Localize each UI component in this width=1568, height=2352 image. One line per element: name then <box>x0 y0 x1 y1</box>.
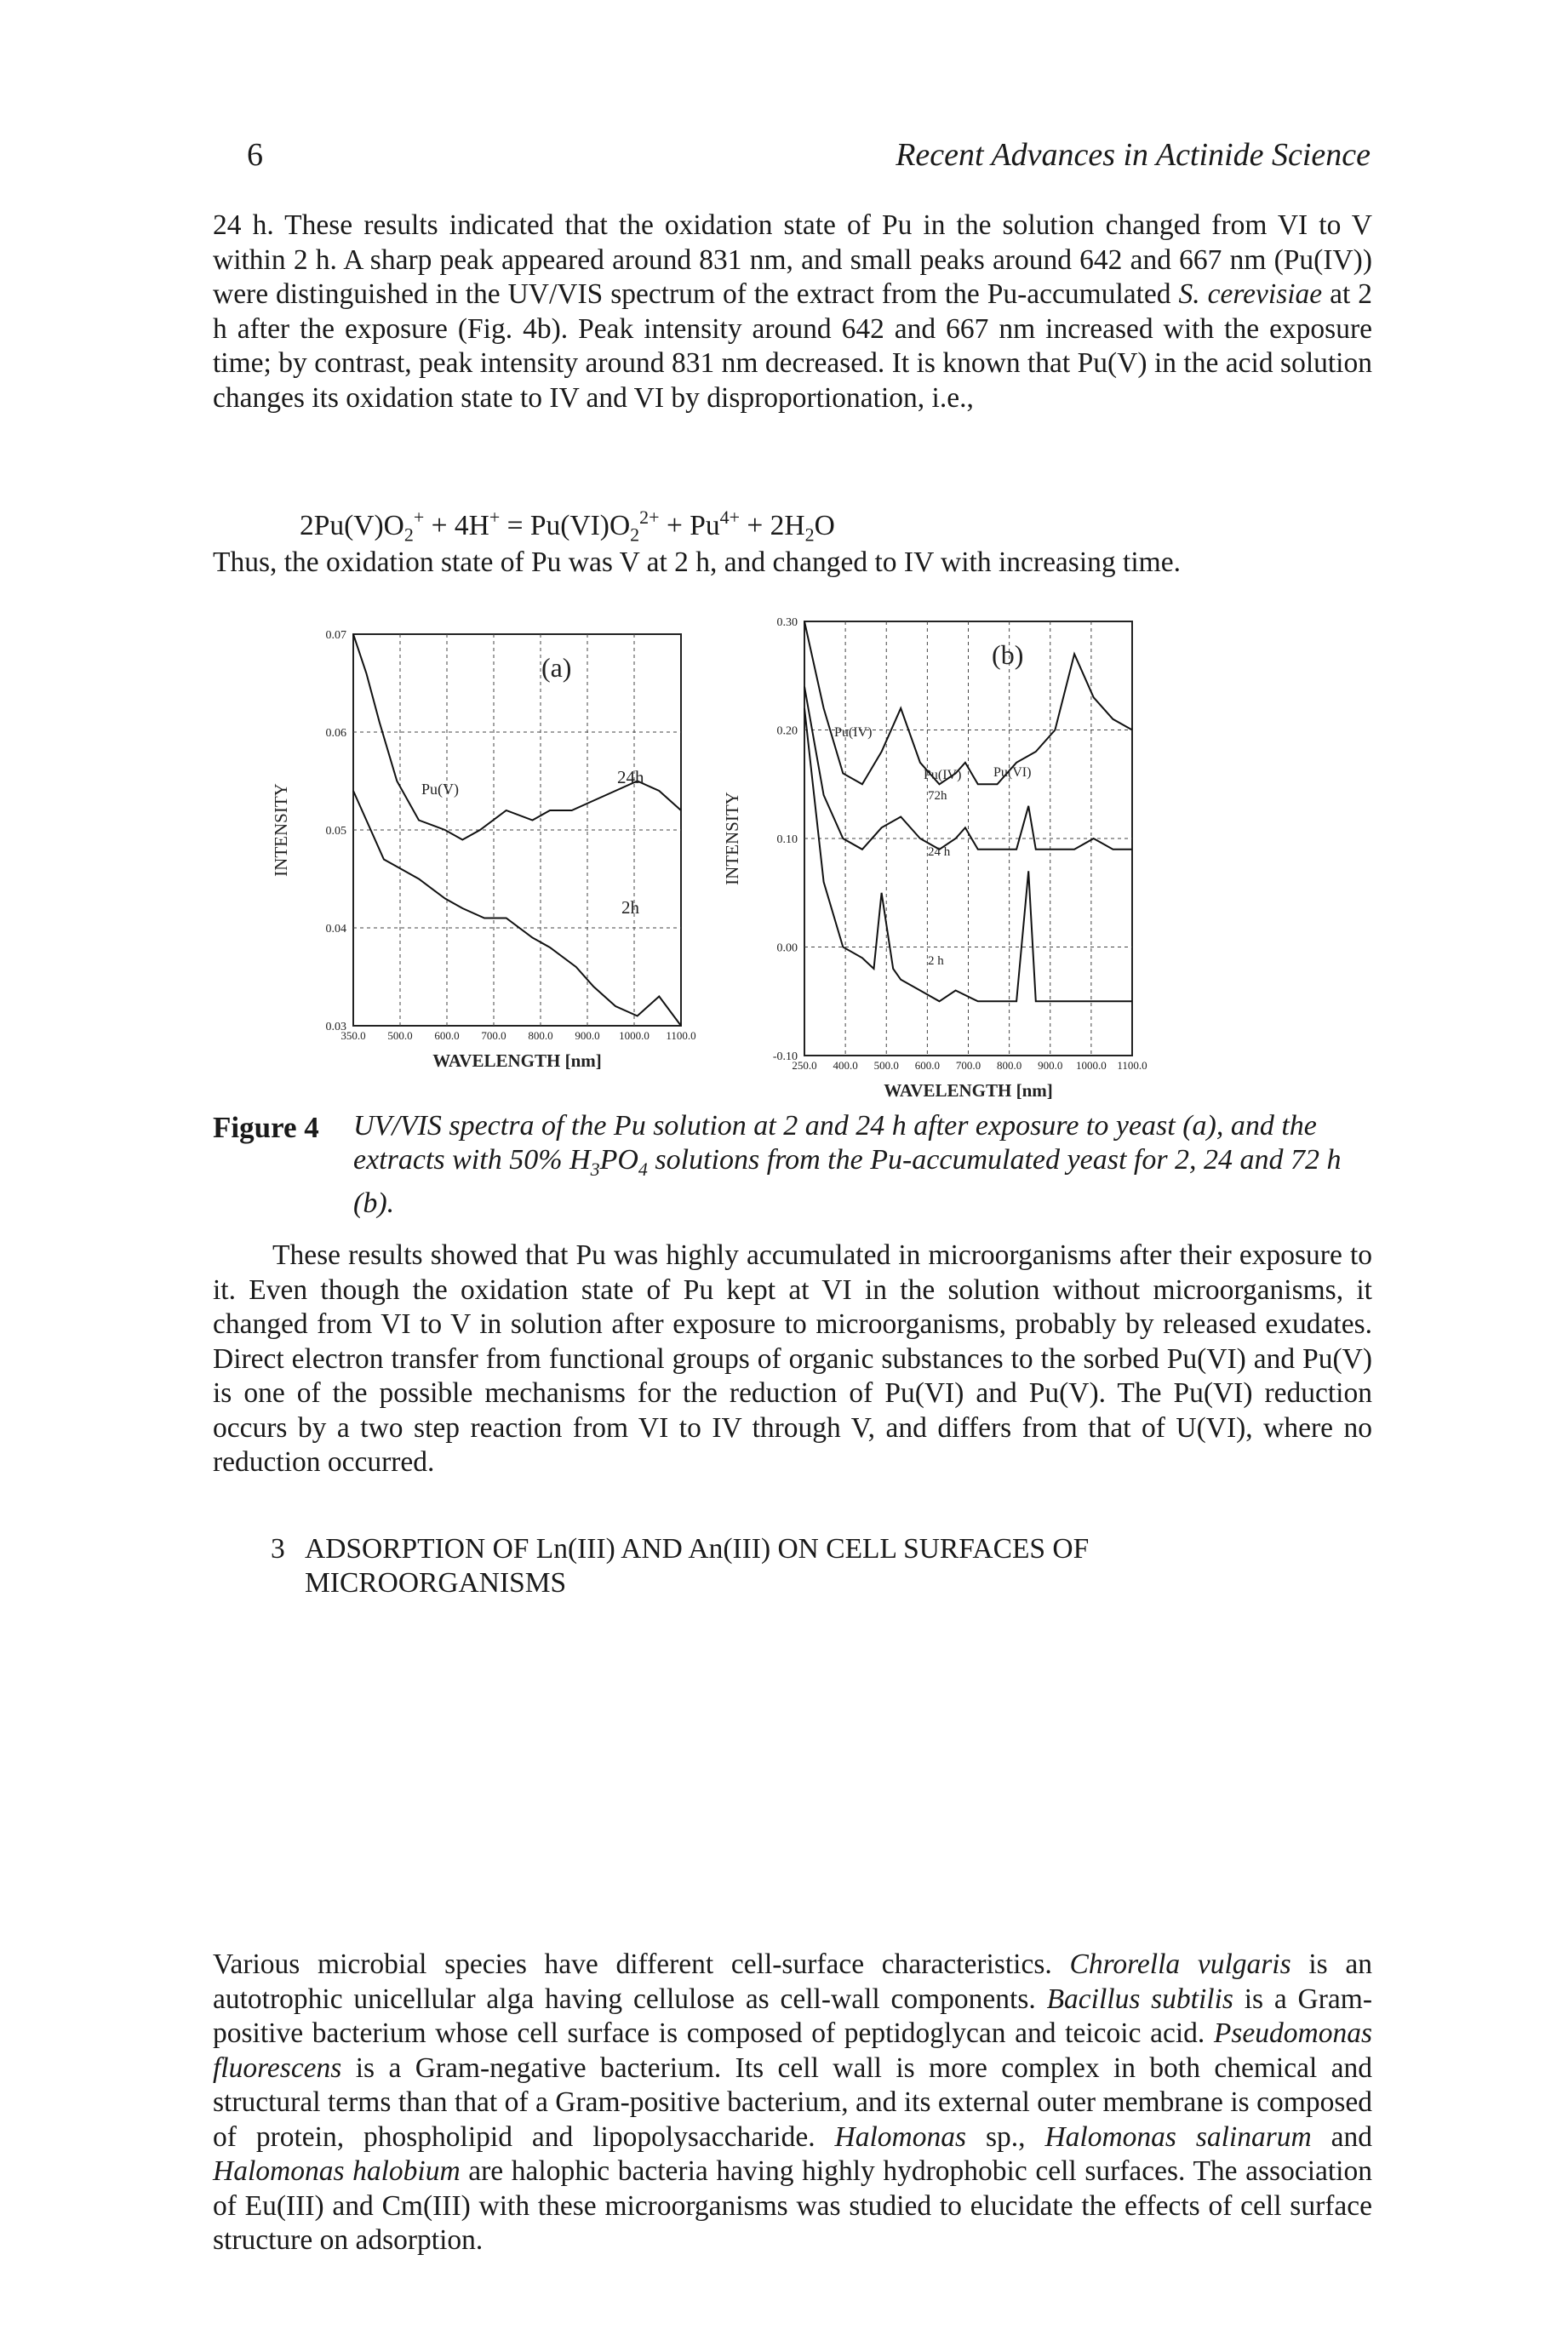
annotation-label: 2 h <box>928 954 944 968</box>
p3-text: is an autotrophic unicellular alga having cellulose as cell-wall components. <box>213 1949 1373 2015</box>
y-tick-label: 0.05 <box>325 825 346 838</box>
y-axis-label: INTENSITY <box>722 792 742 885</box>
y-tick-label: -0.10 <box>772 1050 798 1063</box>
p3-text: is a Gram-positive bacterium whose cell surface is composed of peptidoglycan and teicoic acid. <box>213 1983 1372 2049</box>
x-tick-label: 250.0 <box>792 1059 817 1072</box>
annotation-label: Pu(IV) <box>834 725 873 740</box>
eq-part: O <box>814 510 835 541</box>
section-title-line-1: ADSORPTION OF Ln(III) AND An(III) ON CELL SURFACES OF <box>305 1533 1090 1565</box>
x-tick-label: 800.0 <box>997 1059 1022 1072</box>
eq-sup: + <box>489 506 501 528</box>
section-title-line-2: MICROORGANISMS <box>305 1567 567 1599</box>
species-name: Pseudomonas fluorescens <box>213 2017 1373 2084</box>
species-name: Bacillus subtilis <box>1046 1983 1233 2015</box>
y-tick-label: 0.10 <box>776 833 798 846</box>
caption-part: UV/VIS spectra of the Pu solution at 2 and 24 h after exposure to yeast (a), and the extracts with 50% H <box>353 1110 1317 1176</box>
p3-text: is a Gram-negative bacterium. Its cell wall is more complex in both chemical and structural terms than that of a Gram-positive bacterium, and its external outer membrane is composed of protein, phospholipid and lipopolysaccharide. <box>213 2052 1373 2153</box>
figure-caption <box>353 1109 1375 1221</box>
chart-panel-b <box>722 600 1158 1101</box>
section-number: 3 <box>271 1533 285 1565</box>
caption-part: PO <box>599 1144 638 1176</box>
species-name: Halomonas <box>834 2120 967 2153</box>
species-name: Chrorella vulgaris <box>1069 1949 1291 1980</box>
species-name: Halomonas salinarum <box>1044 2120 1312 2153</box>
panel-label: (b) <box>992 639 1024 670</box>
y-tick-label: 0.06 <box>325 727 346 740</box>
chart-panel-a <box>247 600 724 1094</box>
x-tick-label: 800.0 <box>528 1029 553 1042</box>
x-tick-label: 600.0 <box>914 1059 940 1072</box>
eq-sup: 4+ <box>719 506 741 528</box>
eq-part: + 2H <box>740 510 805 541</box>
y-tick-label: 0.04 <box>325 923 346 936</box>
annotation-label: 2h <box>621 897 639 918</box>
paragraph-3 <box>213 1948 1372 2258</box>
eq-sup: 2+ <box>639 506 660 528</box>
caption-sub: 4 <box>638 1158 648 1180</box>
panel-label: (a) <box>541 652 572 683</box>
sentence-after-equation: Thus, the oxidation state of Pu was V at 2 h, and changed to IV with increasing time. <box>213 547 1181 578</box>
running-title: Recent Advances in Actinide Science <box>896 137 1371 173</box>
eq-sup: + <box>413 506 425 528</box>
section-heading <box>271 1532 1089 1600</box>
x-tick-label: 500.0 <box>873 1059 899 1072</box>
eq-sub: 2 <box>630 524 640 546</box>
eq-part: 2Pu(V)O <box>300 510 404 541</box>
paragraph-2: These results showed that Pu was highly accumulated in microorganisms after their exposure to it. Even though the oxidation state of Pu kept at VI in the solution without microorganisms, it changed from VI to V in solution after exposure to microorganisms, probably by released exudates. Direct electron transfer from functional groups of organic substances to the sorbed Pu(VI) and Pu(V) is one of the possible mechanisms for the reduction of Pu(VI) and Pu(V). The Pu(VI) reduction occurs by a two step reaction from VI to IV through V, and differs from that of U(VI), where no reduction occurred. <box>213 1239 1372 1478</box>
x-tick-label: 900.0 <box>1038 1059 1063 1072</box>
annotation-label: 24h <box>617 767 644 787</box>
eq-part: + 4H <box>424 510 489 541</box>
eq-part: + Pu <box>659 510 720 541</box>
x-tick-label: 1100.0 <box>1117 1059 1147 1072</box>
x-tick-label: 900.0 <box>575 1029 600 1042</box>
equation <box>300 506 835 547</box>
x-axis-label: WAVELENGTH [nm] <box>432 1050 602 1071</box>
x-tick-label: 1000.0 <box>619 1029 650 1042</box>
annotation-label: Pu(V) <box>421 781 459 798</box>
y-axis-label: INTENSITY <box>271 783 291 877</box>
y-tick-label: 0.20 <box>776 724 798 738</box>
species-name: S. cerevisiae <box>1178 278 1323 310</box>
series-line-24h <box>353 634 681 840</box>
annotation-label: Pu(IV) <box>924 768 962 782</box>
page-number: 6 <box>247 137 263 173</box>
x-tick-label: 700.0 <box>955 1059 981 1072</box>
y-tick-label: 0.30 <box>776 616 798 629</box>
x-tick-label: 700.0 <box>481 1029 506 1042</box>
species-name: Halomonas halobium <box>213 2155 461 2187</box>
eq-sub: 2 <box>403 524 414 546</box>
x-tick-label: 350.0 <box>340 1029 366 1042</box>
y-tick-label: 0.07 <box>325 629 346 642</box>
paragraph-1 <box>213 209 1372 415</box>
p3-text: sp., <box>985 2120 1026 2153</box>
x-axis-label: WAVELENGTH [nm] <box>884 1080 1053 1101</box>
y-tick-label: 0.03 <box>325 1021 346 1033</box>
x-tick-label: 500.0 <box>387 1029 413 1042</box>
figure-label: Figure 4 <box>213 1111 319 1144</box>
y-tick-label: 0.00 <box>776 941 798 955</box>
caption-sub: 3 <box>590 1158 600 1180</box>
paragraph-1-rest: at 2 h after the exposure (Fig. 4b). Peak intensity around 642 and 667 nm increased with the exposure time; by contrast, peak intensity around 831 nm decreased. It is known that Pu(V) in the acid solution changes its oxidation state to IV and VI by disproportionation, i.e., <box>213 278 1373 414</box>
p3-text: are halophic bacteria having highly hydrophobic cell surfaces. The association of Eu(III) and Cm(III) with these microorganisms was studied to elucidate the effects of cell surface structure on adsorption. <box>213 2155 1372 2256</box>
x-tick-label: 400.0 <box>833 1059 858 1072</box>
p3-text: and <box>1331 2120 1373 2153</box>
eq-part: = Pu(VI)O <box>500 510 631 541</box>
x-tick-label: 1100.0 <box>666 1029 696 1042</box>
annotation-label: 72h <box>928 789 947 803</box>
x-tick-label: 1000.0 <box>1076 1059 1107 1072</box>
p3-text: Various microbial species have different cell-surface characteristics. <box>213 1949 1052 1980</box>
eq-sub: 2 <box>804 524 815 546</box>
paragraph-1-text: 24 h. These results indicated that the oxidation state of Pu in the solution changed from VI to V within 2 h. A sharp peak appeared around 831 nm, and small peaks around 642 and 667 nm (Pu(IV)) were distinguished in the UV/VIS spectrum of the extract from the Pu-accumulated <box>213 209 1372 310</box>
caption-part: solutions from the Pu-accumulated yeast for 2, 24 and 72 h (b). <box>353 1144 1342 1219</box>
annotation-label: 24 h <box>928 845 951 859</box>
annotation-label: Pu(VI) <box>993 765 1032 780</box>
x-tick-label: 600.0 <box>434 1029 460 1042</box>
